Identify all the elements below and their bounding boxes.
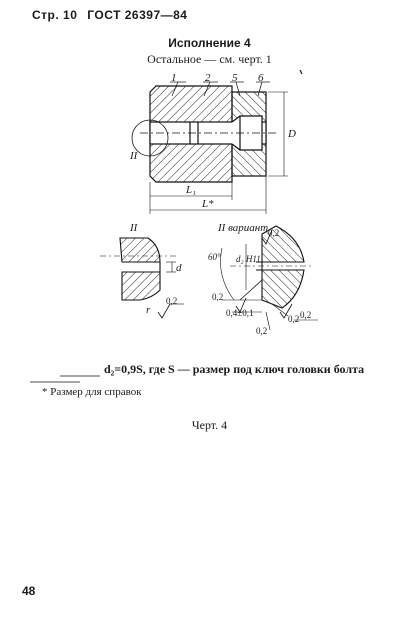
- header-page: Стр. 10: [32, 8, 78, 22]
- callout-2: 2: [205, 72, 211, 84]
- footnote: * Размер для справок: [42, 386, 142, 398]
- section-mark-main: II: [130, 150, 138, 162]
- detail-right-roughness-bottom: 0,2: [300, 310, 312, 320]
- page-number: 48: [22, 584, 36, 598]
- detail-right-angle: 60°: [208, 252, 221, 262]
- detail-right-d2: d₂ H11: [236, 254, 261, 264]
- dim-l: L*: [202, 198, 214, 210]
- detail-right-chamfer: 0,4±0,1: [226, 308, 254, 318]
- figure-caption: Черт. 4: [191, 418, 228, 432]
- callout-6: 6: [258, 72, 264, 84]
- dim-l1: L₁: [186, 184, 196, 196]
- detail-right-runout-ref: 0,2: [288, 314, 300, 324]
- callout-1: 1: [171, 72, 177, 84]
- formula: d₂=0,9S, где S — размер под ключ головки болта: [104, 362, 365, 376]
- detail-left-r: r: [146, 304, 151, 316]
- detail-left: [100, 238, 184, 318]
- section-title: Исполнение 4: [168, 36, 251, 50]
- callout-5: 5: [232, 72, 238, 84]
- detail-left-roughness: 0,2: [166, 296, 178, 306]
- detail-left-label: II: [130, 222, 138, 234]
- section-subtitle: Остальное — см. черт. 1: [147, 52, 272, 66]
- detail-right-roughness-left: 0,2: [212, 292, 224, 302]
- dim-d: D: [288, 128, 296, 140]
- header-standard: ГОСТ 26397—84: [87, 8, 188, 22]
- detail-right-runout: 0,2: [256, 326, 268, 336]
- detail-right-label: II вариант: [218, 222, 269, 234]
- detail-left-d: d: [176, 262, 182, 274]
- main-view: [132, 70, 302, 214]
- detail-right-roughness-top: 0,2: [268, 228, 280, 238]
